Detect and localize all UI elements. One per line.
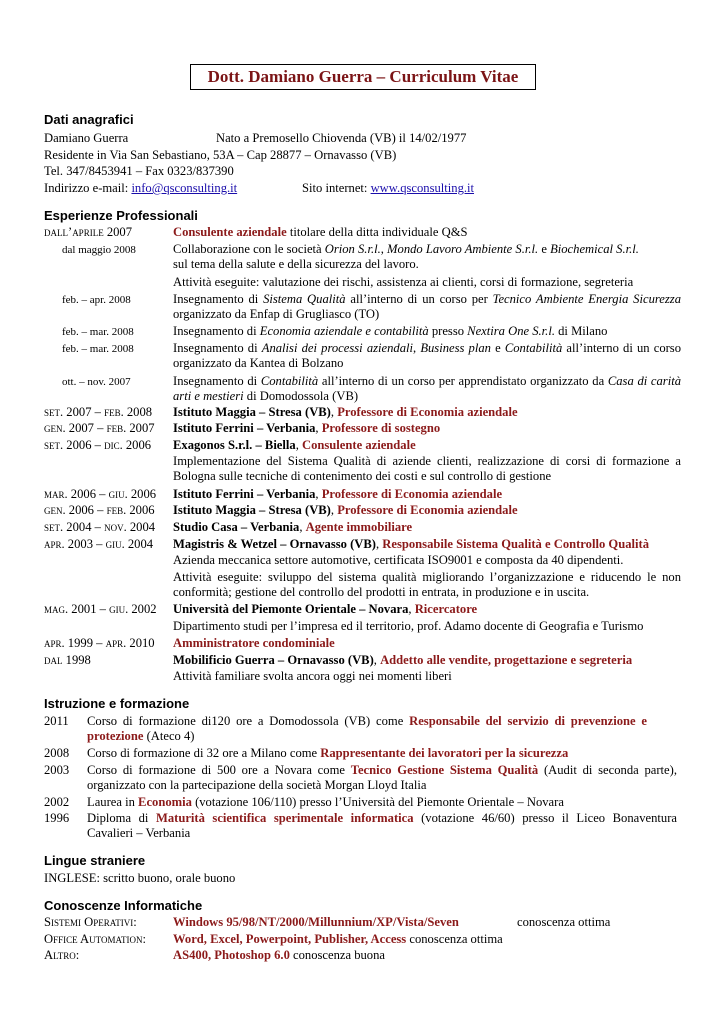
section-heading-istruzione: Istruzione e formazione	[44, 696, 190, 711]
exp-date: dal 1998	[44, 653, 91, 667]
exp-date: set. 2006 – dic. 2006	[44, 438, 152, 452]
exp-entry: Istituto Maggia – Stresa (VB), Professore di Economia aziendale	[173, 503, 518, 517]
exp-text: Attività eseguite: sviluppo del sistema qualità migliorando l’organizzazione e riducendo le non conformità; gestione del controllo del prodotti in entrata, in produzione e in uscita.	[173, 570, 681, 599]
exp-entry: Magistris & Wetzel – Ornavasso (VB), Responsabile Sistema Qualità e Controllo Qualità	[173, 537, 649, 551]
website-label: Sito internet:	[302, 181, 368, 195]
section-heading-esperienze: Esperienze Professionali	[44, 208, 198, 223]
exp-date: dal maggio 2008	[62, 244, 136, 256]
exp-date: apr. 1999 – apr. 2010	[44, 636, 155, 650]
birth-info: Nato a Premosello Chiovenda (VB) il 14/02/1977	[216, 131, 467, 145]
exp-entry: Studio Casa – Verbania, Agente immobiliare	[173, 520, 413, 534]
exp-text: Implementazione del Sistema Qualità di aziende clienti, realizzazione di corsi di formazione a Bologna sulle tecniche di contenimento dei costi e sul controllo di gestione	[173, 454, 681, 483]
exp-entry	[173, 225, 468, 240]
exp-text: Attività eseguite: valutazione dei rischi, assistenza ai clienti, corsi di formazione, segreteria	[173, 275, 634, 289]
exp-date: mar. 2006 – giu. 2006	[44, 487, 157, 501]
exp-date: feb. – mar. 2008	[62, 326, 134, 338]
exp-date: feb. – mar. 2008	[62, 343, 134, 355]
exp-entry: Insegnamento di Analisi dei processi aziendali, Business plan e Contabilità all’interno di un corso organizzato da Kantea di Bolzano	[173, 341, 682, 370]
exp-date: apr. 2003 – giu. 2004	[44, 537, 154, 551]
edu-entry: Diploma di Maturità scientifica sperimentale informatica (votazione 46/60) presso il Liceo Bonaventura Cavalieri – Verbania	[87, 811, 677, 840]
document-title: Dott. Damiano Guerra – Curriculum Vitae	[190, 64, 536, 90]
section-heading-lingue: Lingue straniere	[44, 853, 146, 868]
exp-entry: Istituto Ferrini – Verbania, Professore di Economia aziendale	[173, 487, 503, 501]
it-label: Sistemi Operativi:	[44, 915, 137, 929]
exp-entry: Istituto Ferrini – Verbania, Professore di sostegno	[173, 421, 441, 435]
edu-entry: Corso di formazione di 500 ore a Novara come Tecnico Gestione Sistema Qualità (Audit di seconda parte), organizzato con la partecipazione della società Morgan Lloyd Italia	[87, 763, 677, 792]
exp-entry: Collaborazione con le società Orion S.r.l., Mondo Lavoro Ambiente S.r.l. e Biochemical S.r.l. sul tema della salute e della sicurezza del lavoro.	[173, 242, 639, 271]
website-row	[302, 181, 474, 196]
edu-year: 1996	[44, 811, 70, 825]
exp-date: mag. 2001 – giu. 2002	[44, 602, 157, 616]
exp-entry: Exagonos S.r.l. – Biella, Consulente aziendale	[173, 438, 416, 452]
email-label: Indirizzo e-mail:	[44, 181, 129, 195]
address: Residente in Via San Sebastiano, 53A – Cap 28877 – Ornavasso (VB)	[44, 148, 397, 162]
section-heading-informatiche: Conoscenze Informatiche	[44, 898, 203, 913]
edu-entry: Corso di formazione di120 ore a Domodossola (VB) come Responsabile del servizio di prevenzione e protezione (Ateco 4)	[87, 714, 648, 743]
edu-year: 2011	[44, 714, 69, 728]
phone-fax: Tel. 347/8453941 – Fax 0323/837390	[44, 164, 234, 178]
exp-date: feb. – apr. 2008	[62, 294, 131, 306]
it-label: Office Automation:	[44, 932, 146, 946]
it-label: Altro:	[44, 948, 80, 962]
email-link[interactable]: info@qsconsulting.it	[131, 181, 238, 195]
edu-year: 2008	[44, 746, 70, 760]
edu-entry: Corso di formazione di 32 ore a Milano come Rappresentante dei lavoratori per la sicurezza	[87, 746, 569, 760]
exp-entry: Insegnamento di Economia aziendale e contabilità presso Nextira One S.r.l. di Milano	[173, 324, 608, 338]
exp-entry: Istituto Maggia – Stresa (VB), Professore di Economia aziendale	[173, 405, 518, 419]
exp-text: Azienda meccanica settore automotive, certificata ISO9001 e composta da 40 dipendenti.	[173, 553, 624, 567]
exp-entry: Insegnamento di Sistema Qualità all’interno di un corso per Tecnico Ambiente Energia Sicurezza organizzato da Enfap di Grugliasco (TO)	[173, 292, 681, 321]
it-entry: AS400, Photoshop 6.0 conoscenza buona	[173, 948, 385, 962]
edu-year: 2003	[44, 763, 70, 777]
personal-name: Damiano Guerra	[44, 131, 129, 145]
exp-role: Amministratore condominiale	[173, 636, 335, 650]
exp-entry: Università del Piemonte Orientale – Novara, Ricercatore	[173, 602, 478, 616]
exp-date: gen. 2006 – feb. 2006	[44, 503, 155, 517]
exp-text: Attività familiare svolta ancora oggi nei momenti liberi	[173, 669, 452, 683]
exp-text: Dipartimento studi per l’impresa ed il territorio, prof. Adamo docente di Geografia e Turismo	[173, 619, 644, 633]
exp-date: dall’aprile 2007	[44, 225, 133, 239]
email-row	[44, 181, 237, 196]
section-heading-anagrafici: Dati anagrafici	[44, 112, 134, 127]
it-entry: Word, Excel, Powerpoint, Publisher, Access conoscenza ottima	[173, 932, 503, 946]
exp-text: titolare della ditta individuale Q&S	[289, 225, 468, 239]
languages-text: INGLESE: scritto buono, orale buono	[44, 871, 236, 885]
exp-entry: Mobilificio Guerra – Ornavasso (VB), Addetto alle vendite, progettazione e segreteria	[173, 653, 633, 667]
edu-year: 2002	[44, 795, 70, 809]
edu-entry: Laurea in Economia (votazione 106/110) presso l’Università del Piemonte Orientale – Novara	[87, 795, 564, 809]
exp-date: set. 2004 – nov. 2004	[44, 520, 156, 534]
it-value: Windows 95/98/NT/2000/Millunnium/XP/Vista/Seven	[173, 915, 459, 929]
exp-date: ott. – nov. 2007	[62, 376, 131, 388]
website-link[interactable]: www.qsconsulting.it	[370, 181, 475, 195]
it-level: conoscenza ottima	[517, 915, 611, 929]
exp-role: Consulente aziendale	[173, 225, 287, 239]
exp-entry: Insegnamento di Contabilità all’interno di un corso per apprendistato organizzato da Casa di carità arti e mestieri di Domodossola (VB)	[173, 374, 682, 403]
exp-date: set. 2007 – feb. 2008	[44, 405, 153, 419]
exp-date: gen. 2007 – feb. 2007	[44, 421, 155, 435]
